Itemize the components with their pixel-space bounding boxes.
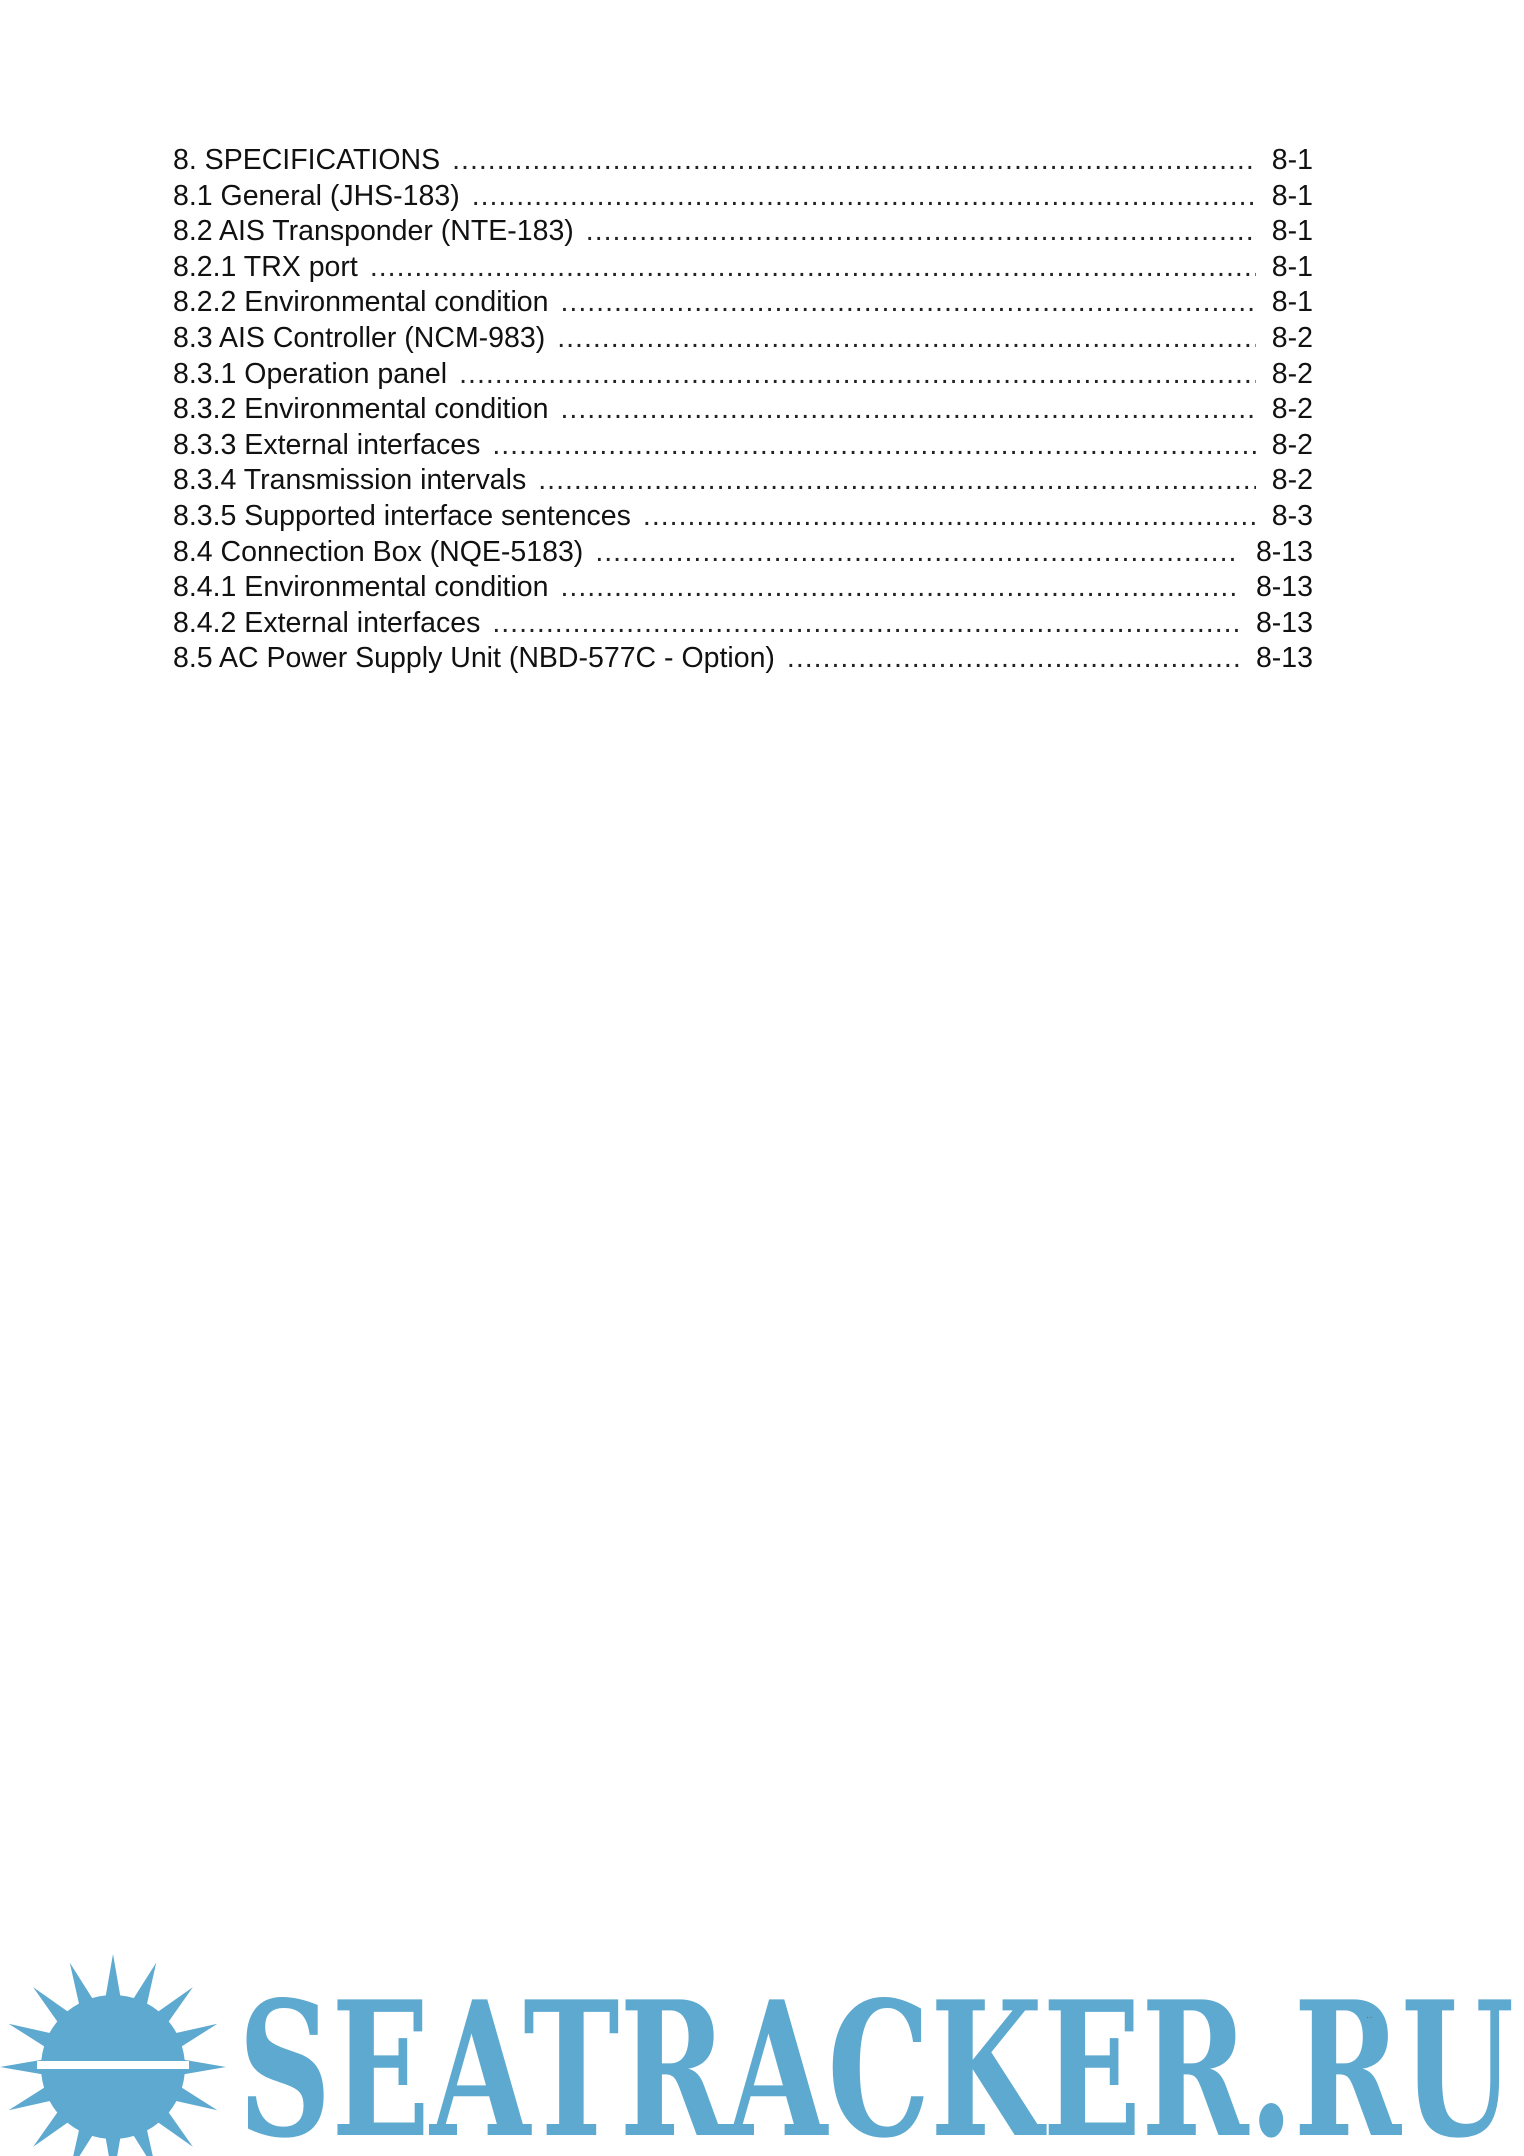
toc-leader-dots: [595, 535, 1240, 571]
toc-entry-title: 8.2.2 Environmental condition: [173, 286, 549, 319]
toc-entry-page: 8-3: [1271, 499, 1313, 532]
toc-entry-title: 8.4 Connection Box (NQE-5183): [173, 535, 584, 568]
toc-entry-page: 8-2: [1271, 464, 1313, 497]
toc-entry-title: 8.2.1 TRX port: [173, 250, 358, 283]
toc-entry-title: 8.2 AIS Transponder (NTE-183): [173, 215, 574, 248]
toc-entry-page: 8-13: [1255, 642, 1313, 675]
toc-entry-title: 8.5 AC Power Supply Unit (NBD-577C - Option): [173, 642, 775, 675]
toc-entry[interactable]: [173, 214, 1313, 250]
toc-leader-dots: [560, 570, 1239, 606]
toc-entry[interactable]: [173, 535, 1313, 571]
toc-entry-page: 8-1: [1271, 250, 1313, 283]
toc-entry-page: 8-13: [1255, 606, 1313, 639]
toc-entry-title: 8.1 General (JHS-183): [173, 179, 460, 212]
toc-entry-title: 8.3.4 Transmission intervals: [173, 464, 527, 497]
toc-entry[interactable]: [173, 143, 1313, 179]
toc-entry[interactable]: [173, 357, 1313, 393]
seatracker-watermark: [0, 1935, 1524, 2156]
toc-entry-page: 8-13: [1255, 535, 1313, 568]
toc-entry[interactable]: [173, 250, 1313, 286]
toc-leader-dots: [472, 179, 1256, 215]
toc-entry[interactable]: [173, 428, 1313, 464]
toc-entry-page: 8-13: [1255, 571, 1313, 604]
toc-entry-page: 8-2: [1271, 428, 1313, 461]
toc-entry-title: 8.3.3 External interfaces: [173, 428, 481, 461]
toc-leader-dots: [538, 463, 1256, 499]
toc-entry[interactable]: [173, 570, 1313, 606]
toc-leader-dots: [370, 250, 1256, 286]
toc-leader-dots: [557, 321, 1256, 357]
toc-entry-title: 8.4.2 External interfaces: [173, 606, 481, 639]
toc-leader-dots: [560, 285, 1255, 321]
sun-logo-icon: [0, 1954, 226, 2156]
toc-entry-page: 8-1: [1271, 286, 1313, 319]
toc-leader-dots: [492, 606, 1240, 642]
toc-entry[interactable]: [173, 392, 1313, 428]
toc-entry-title: 8.3.5 Supported interface sentences: [173, 499, 631, 532]
stray-mark: ··: [1366, 2012, 1373, 2023]
toc-entry-title: 8.3.2 Environmental condition: [173, 393, 549, 426]
toc-entry[interactable]: [173, 641, 1313, 677]
toc-entry-page: 8-1: [1271, 144, 1313, 176]
sun-horizon: [37, 2061, 189, 2069]
toc-leader-dots: [492, 428, 1255, 464]
toc-entry-title: 8. SPECIFICATIONS: [173, 144, 441, 176]
toc-entry-page: 8-2: [1271, 357, 1313, 390]
toc-leader-dots: [586, 214, 1256, 250]
toc-entry-title: 8.3 AIS Controller (NCM-983): [173, 321, 546, 354]
toc-leader-dots: [643, 499, 1256, 535]
toc-entry[interactable]: [173, 499, 1313, 535]
watermark-text: SEATRACKER.RU: [238, 1960, 1514, 2156]
table-of-contents: [173, 143, 1313, 677]
toc-entry-page: 8-1: [1271, 215, 1313, 248]
toc-entry[interactable]: [173, 606, 1313, 642]
toc-entry-title: 8.3.1 Operation panel: [173, 357, 448, 390]
toc-leader-dots: [452, 143, 1256, 179]
toc-entry-page: 8-1: [1271, 179, 1313, 212]
toc-entry[interactable]: [173, 321, 1313, 357]
toc-leader-dots: [459, 357, 1256, 393]
toc-entry[interactable]: [173, 285, 1313, 321]
toc-leader-dots: [560, 392, 1255, 428]
toc-entry-page: 8-2: [1271, 393, 1313, 426]
toc-entry-page: 8-2: [1271, 321, 1313, 354]
toc-leader-dots: [787, 641, 1240, 677]
toc-entry-title: 8.4.1 Environmental condition: [173, 571, 549, 604]
toc-entry[interactable]: [173, 463, 1313, 499]
toc-entry[interactable]: [173, 179, 1313, 215]
